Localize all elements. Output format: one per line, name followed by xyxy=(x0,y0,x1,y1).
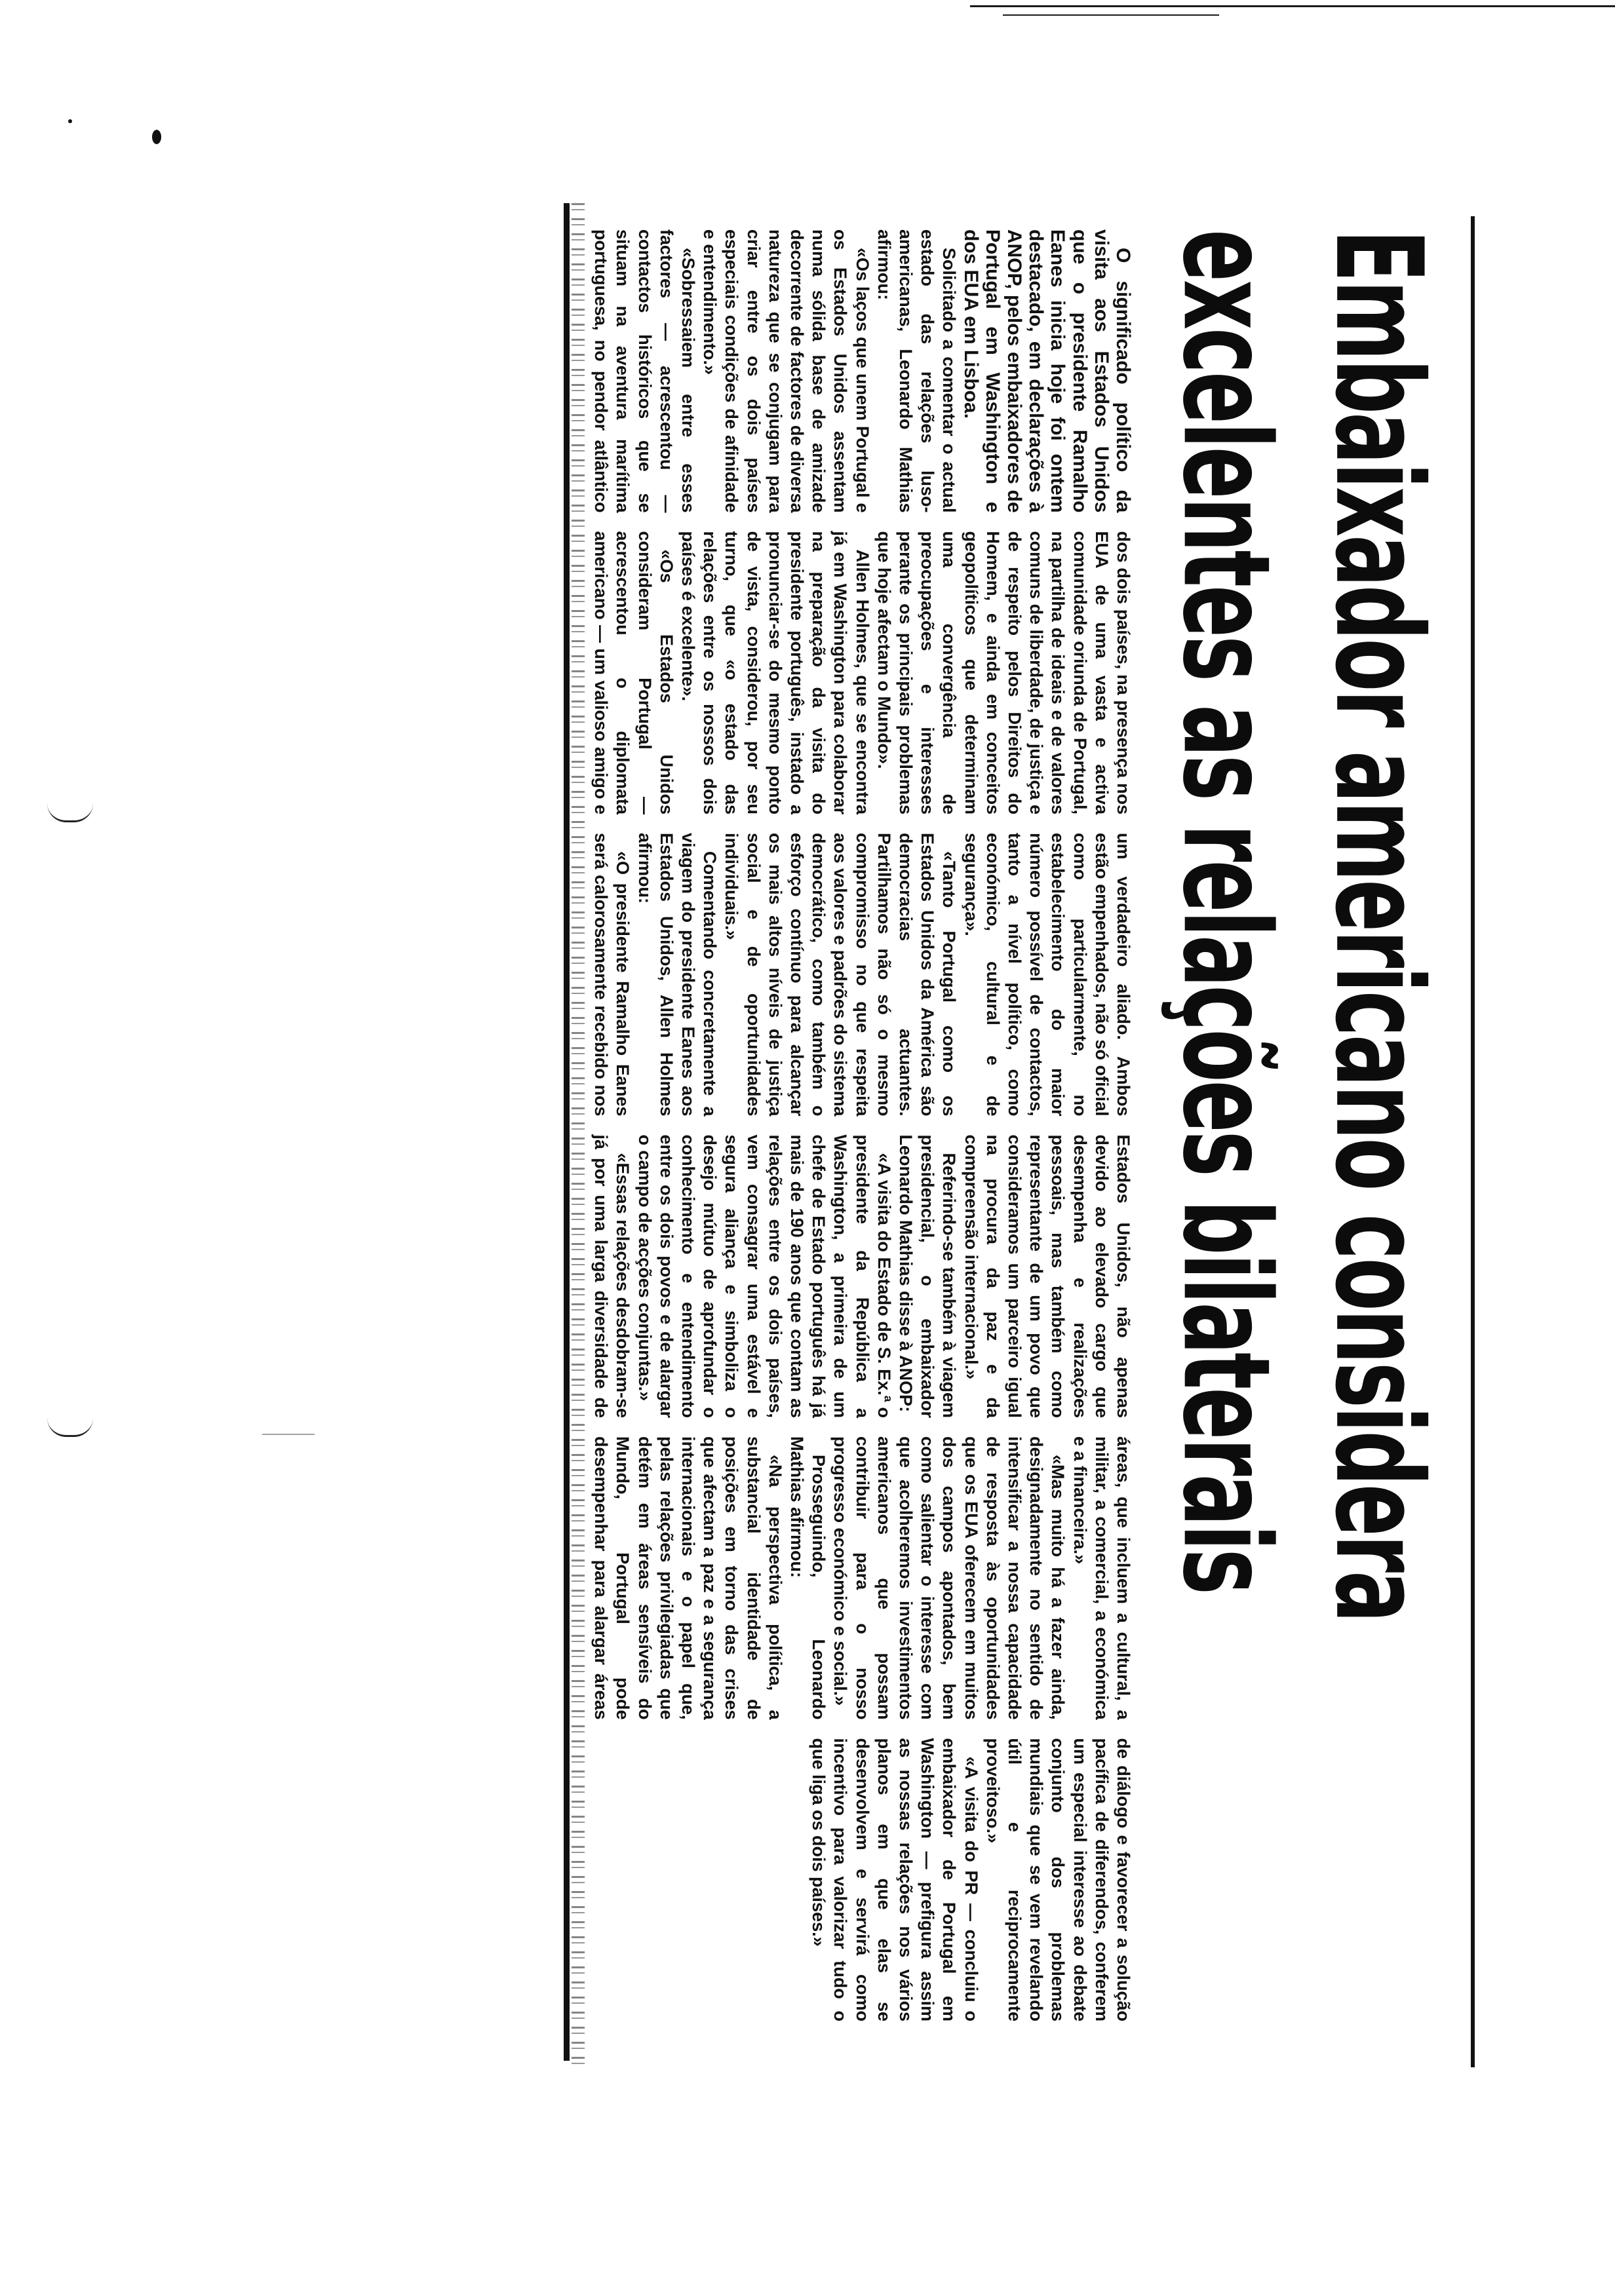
article-paragraph: «A visita do Estado de S. Ex.ª o presidente da República a Washington, a primeira de um chefe de Estado português há já mais de 190 anos que contam as relações entre os dois países, vem consagrar uma estável e segura aliança e simboliza o desejo mútuo de aprofundar o conhecimento e entendimento entre os dois povos e de alargar o campo de acções conjuntas.» xyxy=(634,1134,894,1418)
article-paragraph: «Essas relações desdobram-se já por uma larga diversidade de áreas, que incluem a cultural, a militar, a comercial, a económica e a financeira.» xyxy=(591,1134,1133,1720)
print-noise xyxy=(572,203,585,2067)
article-paragraph: «Os laços que unem Portugal e os Estados Unidos assentam numa sólida base de amizade decorrente de factores de diversa natureza que se conjugam para criar entre os dois países especiais condições de afinidade e entendimento.» xyxy=(700,229,872,513)
article-paragraph: «Mas muito há a fazer ainda, designadamente no sentido de intensificar a nossa capacidade de resposta às oportunidades que os EUA oferecem em muitos dos campos apontados, bem como salientar o interesse com que acolheremos investimentos americanos que possam contribuir para o nosso progresso económico e social.» xyxy=(830,1436,1068,1720)
headline-line-1: Embaixador americano considera xyxy=(1308,229,1449,1621)
scan-speck xyxy=(68,119,72,123)
article-lead-paragraph: O significado político da visita aos Estados Unidos que o presidente Ramalho Eanes inicia hoje foi ontem destacado, em declarações à ANOP, pelos embaixadores de Portugal em Washington e dos EUA em Lisboa. xyxy=(960,229,1134,513)
punch-hole-mark xyxy=(47,1418,93,1437)
scan-speck xyxy=(262,1434,315,1435)
article-paragraph: «A visita do PR — concluiu o embaixador de Portugal em Washington — prefigura assim as nossas relações nos vários planos em que elas se desenvolvem e servirá como incentivo para valorizar tudo o que liga os dois países.» xyxy=(809,1738,981,2021)
clipping-border-top xyxy=(1471,216,1475,2067)
article-paragraph: Prosseguindo, Leonardo Mathias afirmou: xyxy=(787,1436,829,1720)
newspaper-clipping xyxy=(564,203,1475,2067)
scan-edge-line xyxy=(970,5,1615,7)
article-paragraph: «Os Estados Unidos consideram Portugal — acrescentou o diplomata americano — um valioso amigo e um verdadeiro aliado. Ambos estão empenhados, não só oficial como particularmente, no estabelecimento do maior número possível de contactos, tanto a nível político, como económico, cultural e de segurança». xyxy=(591,531,1133,1117)
headline-line-2: excelentes as relações bilaterais xyxy=(1156,229,1297,1593)
article-paragraph: Solicitado a comentar o actual estado das relações luso-americanas, Leonardo Mathias afirmou: xyxy=(874,229,960,513)
article-body xyxy=(583,229,1134,2021)
article-paragraph: Comentando concretamente a viagem do presidente Eanes aos Estados Unidos, Allen Holmes afirmou: xyxy=(634,833,720,1117)
article-paragraph: Allen Holmes, que se encontra já em Washington para colaborar na preparação da visita do presidente português, instado a pronunciar-se do mesmo ponto de vista, considerou, por seu turno, que «o estado das relações entre os nossos dois países é excelente». xyxy=(678,531,872,814)
article-headline xyxy=(1150,229,1455,2021)
article-paragraph: Referindo-se também à viagem presidencial, o embaixador Leonardo Mathias disse à ANOP: xyxy=(895,1134,960,1418)
article-paragraph: «Na perspectiva política, a substancial identidade de posições em torno das crises que afectam a paz e a segurança internacionais e o papel que, pelas relações privilegiadas que detém em áreas sensíveis do Mundo, Portugal pode desempenhar para alargar áreas de diálogo e favorecer a solução pacífica de diferendos, conferem um especial interesse ao debate conjunto dos problemas mundiais que se vem revelando útil e reciprocamente proveitoso.» xyxy=(591,1436,1133,2021)
scan-speck xyxy=(152,130,161,144)
clipping-border-bottom xyxy=(564,203,570,2061)
scan-edge-line xyxy=(1003,14,1219,16)
punch-hole-mark xyxy=(47,803,93,822)
article-paragraph: «Sobressaiem entre esses factores — acrescentou — contactos históricos que se situam na aventura marítima portuguesa, no pendor atlântico dos dois países, na presença nos EUA de uma vasta e activa comunidade oriunda de Portugal, na partilha de ideais e de valores comuns de liberdade, de justiça e de respeito pelos Direitos do Homem, e ainda em conceitos geopolíticos que determinam uma convergência de preocupações e interesses perante os principais problemas que hoje afectam o Mundo». xyxy=(591,229,1133,814)
article-paragraph: «O presidente Ramalho Eanes será calorosamente recebido nos Estados Unidos, não apenas devido ao elevado cargo que desempenha e realizações pessoais, mas também como representante de um povo que consideramos um parceiro igual na procura da paz e da compreensão internacional.» xyxy=(591,833,1133,1418)
article-paragraph: «Tanto Portugal como os Estados Unidos da América são democracias actuantes. Partilhamos não só o mesmo compromisso no que respeita aos valores e padrões do sistema democrático, como também o esforço contínuo para alcançar os mais altos níveis de justiça social e de oportunidades individuais.» xyxy=(722,833,960,1117)
